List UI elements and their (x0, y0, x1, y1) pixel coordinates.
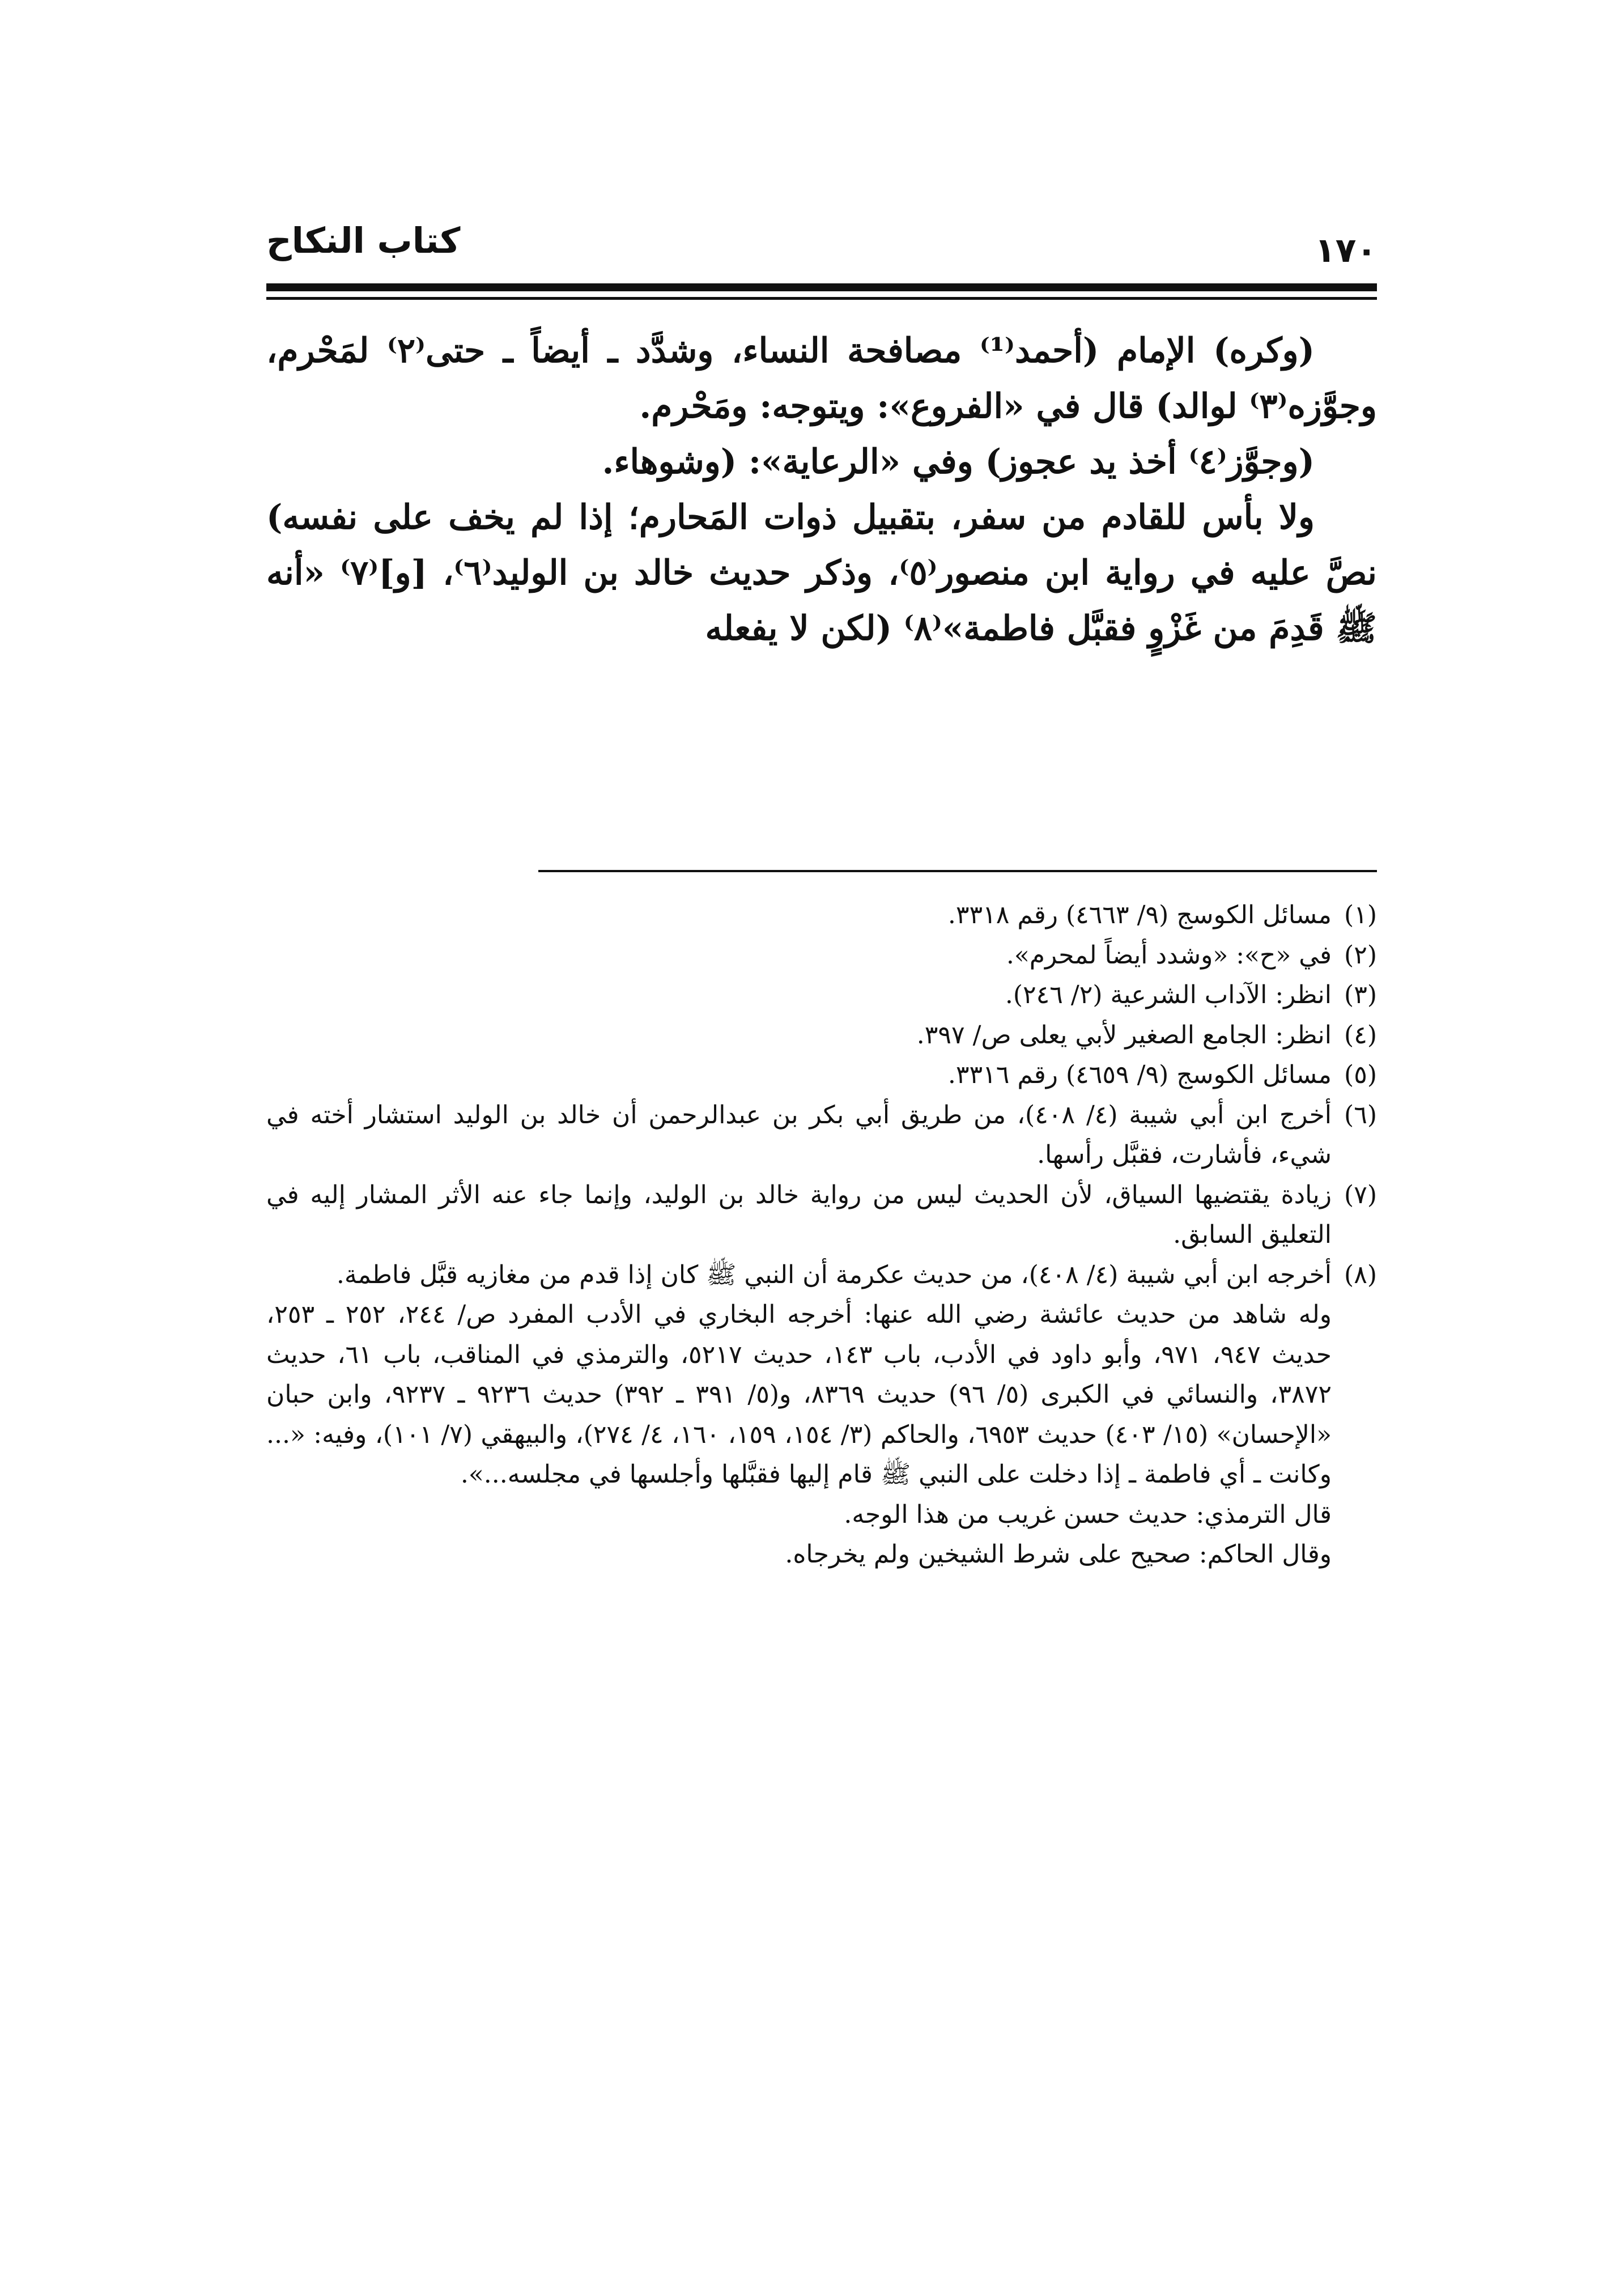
footnote-item (266, 1175, 1377, 1255)
footnote-number: (١) (1344, 901, 1377, 929)
footnote-number: (٣) (1344, 980, 1377, 1009)
footnote-text: زيادة يقتضيها السياق، لأن الحديث ليس من رواية خالد بن الوليد، وإنما جاء عنه الأثر المشار إليه في التعليق السابق. (266, 1180, 1332, 1249)
footnote-item (266, 1016, 1377, 1056)
footnote-text: مسائل الكوسج (٩/ ٤٦٦٣) رقم ٣٣١٨. (947, 901, 1332, 929)
main-paragraph: ولا بأس للقادم من سفر، بتقبيل ذوات المَحارم؛ إذا لم يخف على نفسه) نصَّ عليه في رواية ابن منصور⁽٥⁾، وذكر حديث خالد بن الوليد⁽٦⁾، [و]⁽٧⁾ «أنه ﷺ قَدِمَ من غَزْوٍ فقبَّل فاطمة»⁽٨⁾ (لكن لا يفعله (266, 498, 1377, 648)
footnote-number: (٥) (1344, 1060, 1377, 1089)
footnote-number: (٧) (1344, 1180, 1377, 1209)
header-rule-thick (266, 283, 1377, 291)
footnote-text: في «ح»: «وشدد أيضاً لمحرم». (1006, 940, 1332, 970)
footnote-text: انظر: الآداب الشرعية (٢/ ٢٤٦). (1005, 980, 1332, 1009)
footnote-text: مسائل الكوسج (٩/ ٤٦٥٩) رقم ٣٣١٦. (947, 1060, 1332, 1089)
footnote-item (266, 895, 1377, 936)
footnote-number: (٢) (1344, 940, 1377, 970)
footnote-text: أخرج ابن أبي شيبة (٤/ ٤٠٨)، من طريق أبي بكر بن عبدالرحمن أن خالد بن الوليد استشار أخته في شيء، فأشارت، فقبَّل رأسها. (266, 1100, 1332, 1169)
footnote-text: أخرجه ابن أبي شيبة (٤/ ٤٠٨)، من حديث عكرمة أن النبي ﷺ كان إذا قدم من مغازيه قبَّل فاطمة. (336, 1260, 1332, 1289)
header-rule-thin (266, 297, 1377, 300)
footnote-continuation: وله شاهد من حديث عائشة رضي الله عنها: أخرجه البخاري في الأدب المفرد ص/ ٢٤٤، ٢٥٢ ـ ٢٥٣، حديث ٩٤٧، ٩٧١، وأبو داود في الأدب، باب ١٤٣، حديث ٥٢١٧، والترمذي في المناقب، باب ٦١، حديث ٣٨٧٢، والنسائي في الكبرى (٥/ ٩٦) حديث ٨٣٦٩، و(٥/ ٣٩١ ـ ٣٩٢) حديث ٩٢٣٦ ـ ٩٢٣٧، وابن حبان «الإحسان» (١٥/ ٤٠٣) حديث ٦٩٥٣، والحاكم (٣/ ١٥٤، ١٥٩، ١٦٠، ٤/ ٢٧٤)، والبيهقي (٧/ ١٠١)، وفيه: «... وكانت ـ أي فاطمة ـ إذا دخلت على النبي ﷺ قام إليها فقبَّلها وأجلسها في مجلسه...». (266, 1300, 1332, 1489)
footnote-separator (538, 870, 1377, 872)
main-text (266, 323, 1377, 656)
footnote-number: (٤) (1344, 1020, 1377, 1050)
main-paragraph: (وجوَّز⁽٤⁾ أخذ يد عجوز) وفي «الرعاية»: (وشوهاء. (602, 442, 1315, 482)
footnote-item (266, 975, 1377, 1016)
footnote-number: (٦) (1344, 1100, 1377, 1129)
footnote-item (266, 1055, 1377, 1095)
main-paragraph: (وكره) الإمام (أحمد⁽¹⁾ مصافحة النساء، وشدَّد ـ أيضاً ـ حتى⁽٢⁾ لمَحْرم، وجوَّزه⁽٣⁾ لوالد) قال في «الفروع»: ويتوجه: ومَحْرم. (266, 331, 1377, 426)
footnote-item (266, 1095, 1377, 1175)
footnote-item (266, 936, 1377, 976)
footnotes (266, 895, 1377, 1575)
footnote-number: (٨) (1344, 1260, 1377, 1289)
page-header (266, 215, 1377, 278)
footnote-item (266, 1255, 1377, 1296)
footnote-continuation: وقال الحاكم: صحيح على شرط الشيخين ولم يخرجاه. (785, 1540, 1332, 1569)
running-title: كتاب النكاح (266, 220, 461, 261)
footnote-continuation: قال الترمذي: حديث حسن غريب من هذا الوجه. (844, 1500, 1332, 1529)
page-number: ١٧٠ (1315, 231, 1377, 270)
footnote-text: انظر: الجامع الصغير لأبي يعلى ص/ ٣٩٧. (916, 1020, 1332, 1050)
